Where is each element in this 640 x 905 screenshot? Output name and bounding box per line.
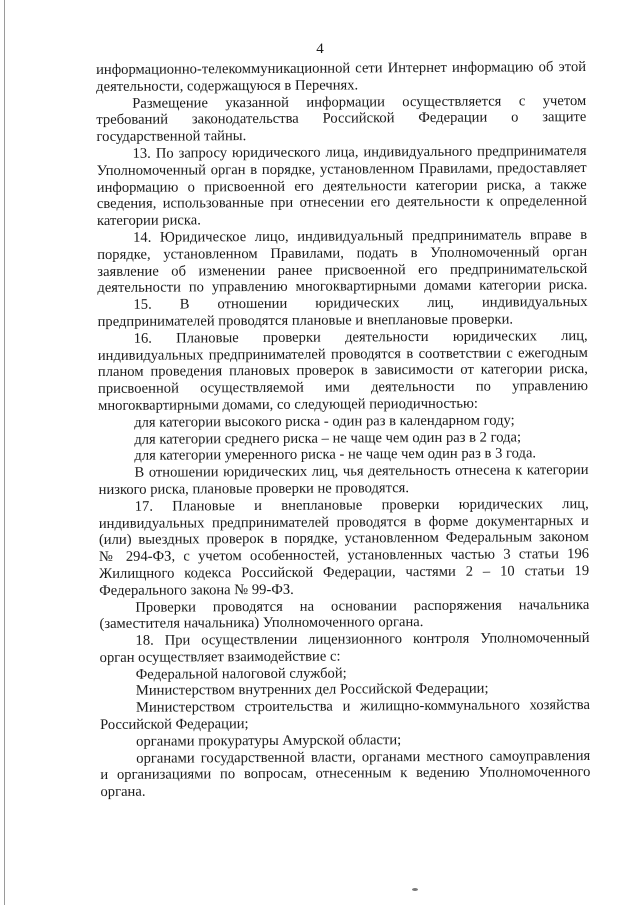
text-line: 17. Плановые и внеплановые проверки юридических лиц, (134, 495, 589, 515)
text-line: порядке, установленном Правилами, подать в Уполномоченный орган (97, 243, 588, 263)
page-number: 4 (316, 41, 324, 57)
text-line: 13. По запросу юридического лица, индивидуального предпринимателя (132, 142, 587, 162)
text-line: (или) выездных проверок в порядке, установленном Федеральным законом (98, 529, 589, 549)
text-line: (заместителя начальника) Уполномоченного органа. (99, 614, 424, 633)
text-line: 14. Юридическое лицо, индивидуальный предприниматель вправе в (133, 226, 588, 246)
text-line: органа. (100, 783, 146, 801)
text-line: Размещение указанной информации осуществляется с учетом (132, 92, 587, 112)
text-line: индивидуальных предпринимателей проводятся в форме документарных и (98, 512, 589, 532)
text-line: Федеральной налоговой службой; (135, 665, 347, 683)
text-line: Проверки проводятся на основании распоряжения начальника (135, 596, 590, 616)
text-line: категории риска. (96, 212, 201, 230)
text-line: Жилищного кодекса Российской Федерации, частями 2 – 10 статьи 19 (99, 562, 590, 582)
text-line: многоквартирными домами, со следующей периодичностью: (98, 395, 479, 414)
text-line: орган осуществляет взаимодействие с: (99, 648, 341, 666)
text-line: для категории среднего риска – не чаще чем один раз в 2 года; (134, 428, 522, 448)
text-line: информационно-телекоммуникационной сети Интернет информацию об этой (96, 59, 587, 78)
text-line: Федерального закона № 99-ФЗ. (99, 581, 294, 599)
text-line: Министерством внутренних дел Российской Федерации; (135, 681, 489, 700)
text-line: требований законодательства Российской Федерации о защите (96, 109, 587, 129)
text-line: и организациями по вопросам, отнесенным к ведению Уполномоченного (100, 764, 591, 784)
text-line: информацию о присвоенной его деятельности категории риска, а также (96, 176, 587, 196)
text-line: органами государственной власти, органами местного самоуправления (136, 747, 591, 767)
text-line: № 294-ФЗ, с учетом особенностей, установленных частью 3 статьи 196 (98, 546, 590, 566)
text-line: 18. При осуществлении лицензионного контроля Уполномоченный (135, 630, 590, 649)
document-body (96, 59, 591, 801)
text-line: присвоенной осуществляемой ими деятельности по управлению (97, 378, 589, 398)
text-line: В отношении юридических лиц, чья деятельность отнесена к категории (134, 462, 589, 481)
text-line: для категории высокого риска - один раз в календарном году; (134, 412, 515, 431)
text-line: деятельности по управлению многоквартирными домами категории риска. (97, 277, 588, 297)
text-line: органами прокуратуры Амурской области; (136, 732, 402, 750)
text-line: деятельности, содержащуюся в Перечнях. (96, 77, 359, 95)
text-line: индивидуальных предпринимателей проводятся в соответствии с ежегодным (97, 344, 588, 364)
text-line: 16. Плановые проверки деятельности юридических лиц, (133, 327, 588, 347)
text-line: государственной тайны. (96, 128, 247, 146)
text-line: для категории умеренного риска - не чаще чем один раз в 3 года. (134, 445, 537, 465)
scan-speck (412, 888, 418, 891)
text-line: предпринимателей проводятся плановые и внеплановые проверки. (97, 311, 514, 330)
text-line: низкого риска, плановые проверки не проводятся. (98, 480, 410, 498)
text-line: 15. В отношении юридических лиц, индивидуальных (133, 294, 588, 313)
text-line: сведения, использованные при отнесении его деятельности к определенной (96, 193, 587, 213)
text-line: Уполномоченный орган в порядке, установленном Правилами, предоставляет (96, 159, 587, 179)
text-line: планом проведения плановых проверок в зависимости от категории риска, (97, 361, 588, 381)
text-line: Министерством строительства и жилищно-коммунального хозяйства (135, 697, 590, 717)
text-line: Российской Федерации; (100, 716, 249, 734)
text-line: заявление об изменении ранее присвоенной его предпринимательской (97, 260, 588, 280)
scan-edge (4, 0, 5, 905)
